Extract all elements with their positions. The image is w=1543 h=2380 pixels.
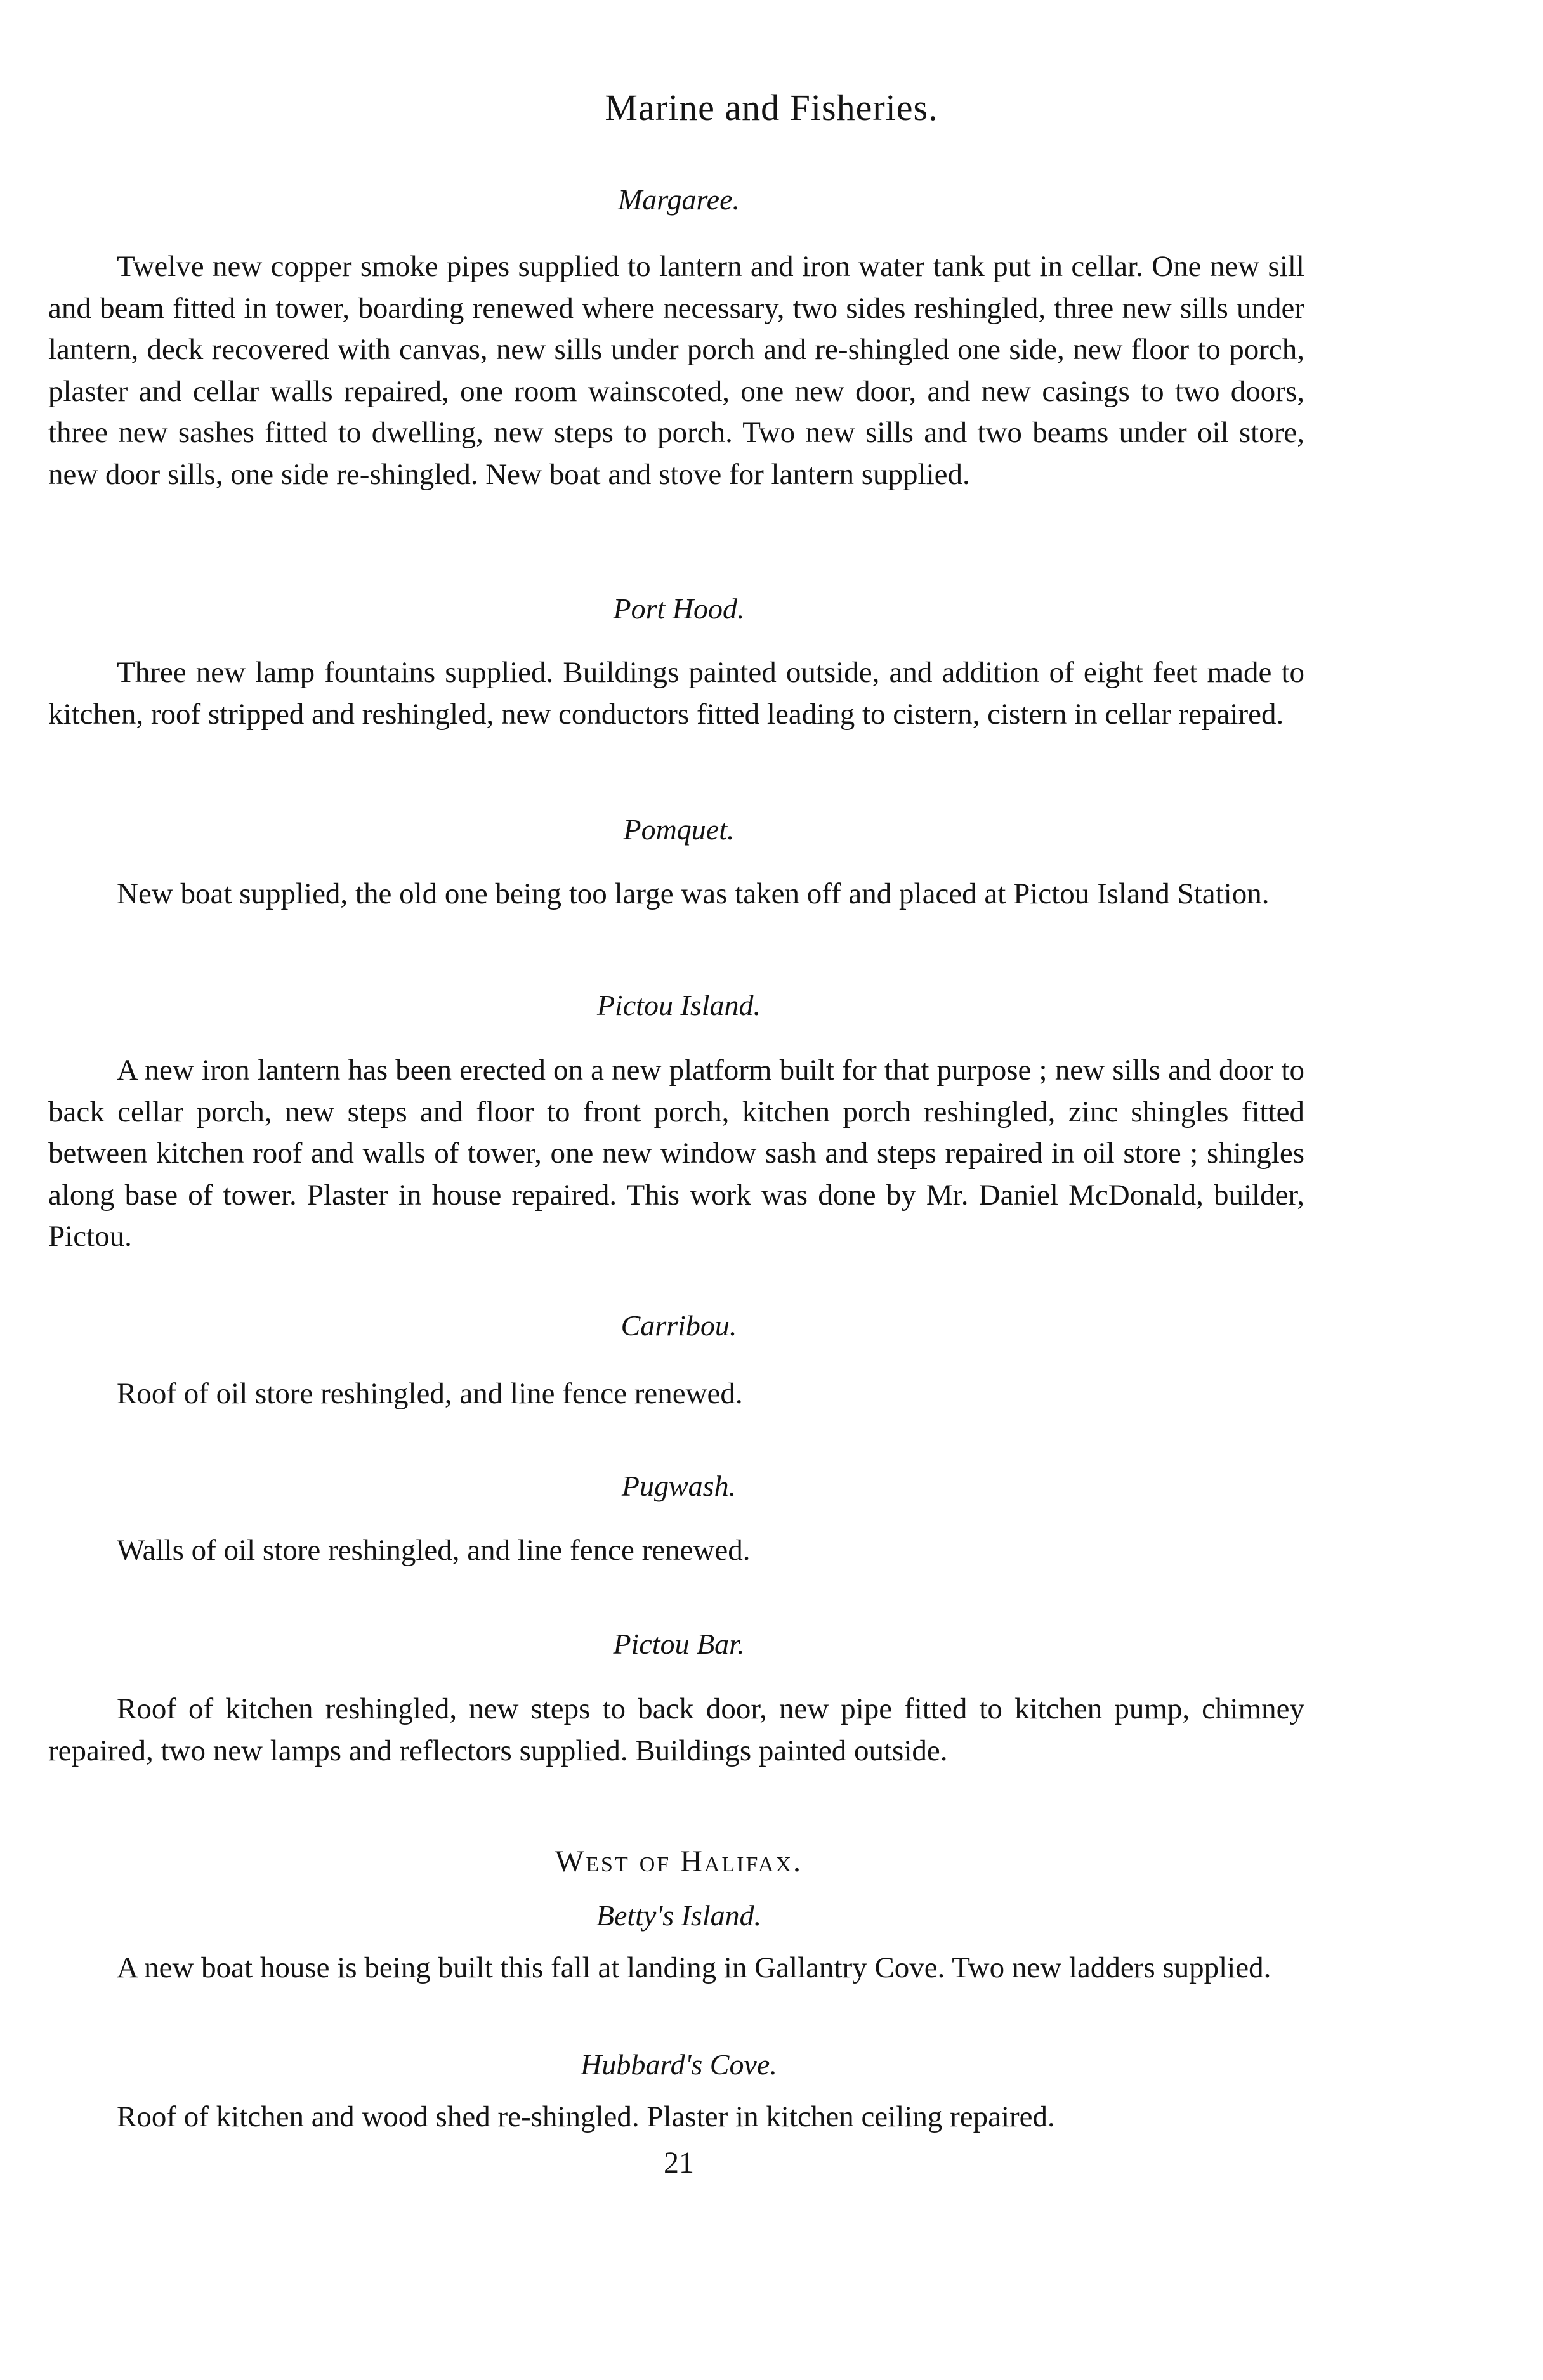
section-heading-margaree: Margaree. bbox=[617, 183, 740, 216]
section-text-port-hood: Three new lamp fountains supplied. Buildings painted outside, and addition of eight feet made to kitchen, roof stripped and reshingled, new conductors fitted leading to cistern, cistern in cellar repaired. bbox=[48, 656, 1304, 731]
section-text-hubbards-cove: Roof of kitchen and wood shed re-shingled. Plaster in kitchen ceiling repaired. bbox=[117, 2100, 1055, 2133]
section-heading-bettys-island: Betty's Island. bbox=[596, 1899, 762, 1932]
section-heading-pictou-island: Pictou Island. bbox=[596, 989, 761, 1021]
section-text-margaree: Twelve new copper smoke pipes supplied to lantern and iron water tank put in cellar. One new sill and beam fitted in tower, boarding renewed where necessary, two sides reshingled, three new sills under lantern, deck recovered with canvas, new sills under porch and re-shingled one side, new floor to porch, plaster and cellar walls repaired, one room wainscoted, one new door, and new casings to two doors, three new sashes fitted to dwelling, new steps to porch. Two new sills and two beams under oil store, new door sills, one side re-shingled. New boat and stove for lantern supplied. bbox=[48, 250, 1304, 491]
section-heading-pictou-bar: Pictou Bar. bbox=[613, 1628, 745, 1660]
section-text-carribou: Roof of oil store reshingled, and line fence renewed. bbox=[117, 1377, 743, 1410]
section-heading-port-hood: Port Hood. bbox=[613, 592, 745, 625]
section-text-pictou-island: A new iron lantern has been erected on a new platform built for that purpose ; new sills and door to back cellar porch, new steps and floor to front porch, kitchen porch reshingled, zinc shingles fitted between kitchen roof and walls of tower, one new window sash and steps repaired in oil store ; shingles along base of tower. Plaster in house repaired. This work was done by Mr. Daniel McDonald, builder, Pictou. bbox=[48, 1054, 1304, 1253]
section-heading-hubbards-cove: Hubbard's Cove. bbox=[581, 2048, 777, 2081]
region-heading-west-of-halifax: West of Halifax. bbox=[555, 1845, 803, 1878]
section-text-pomquet: New boat supplied, the old one being too large was taken off and placed at Pictou Island Station. bbox=[117, 877, 1270, 910]
section-heading-pugwash: Pugwash. bbox=[621, 1470, 737, 1502]
section-heading-pomquet: Pomquet. bbox=[623, 813, 735, 846]
section-heading-carribou: Carribou. bbox=[620, 1309, 737, 1342]
section-text-pugwash: Walls of oil store reshingled, and line fence renewed. bbox=[117, 1534, 751, 1567]
section-text-bettys-island: A new boat house is being built this fall at landing in Gallantry Cove. Two new ladders supplied. bbox=[117, 1951, 1271, 1984]
page-number: 21 bbox=[664, 2146, 694, 2180]
section-text-pictou-bar: Roof of kitchen reshingled, new steps to back door, new pipe fitted to kitchen pump, chimney repaired, two new lamps and reflectors supplied. Buildings painted outside. bbox=[48, 1692, 1304, 1767]
page-title: Marine and Fisheries. bbox=[605, 87, 938, 128]
